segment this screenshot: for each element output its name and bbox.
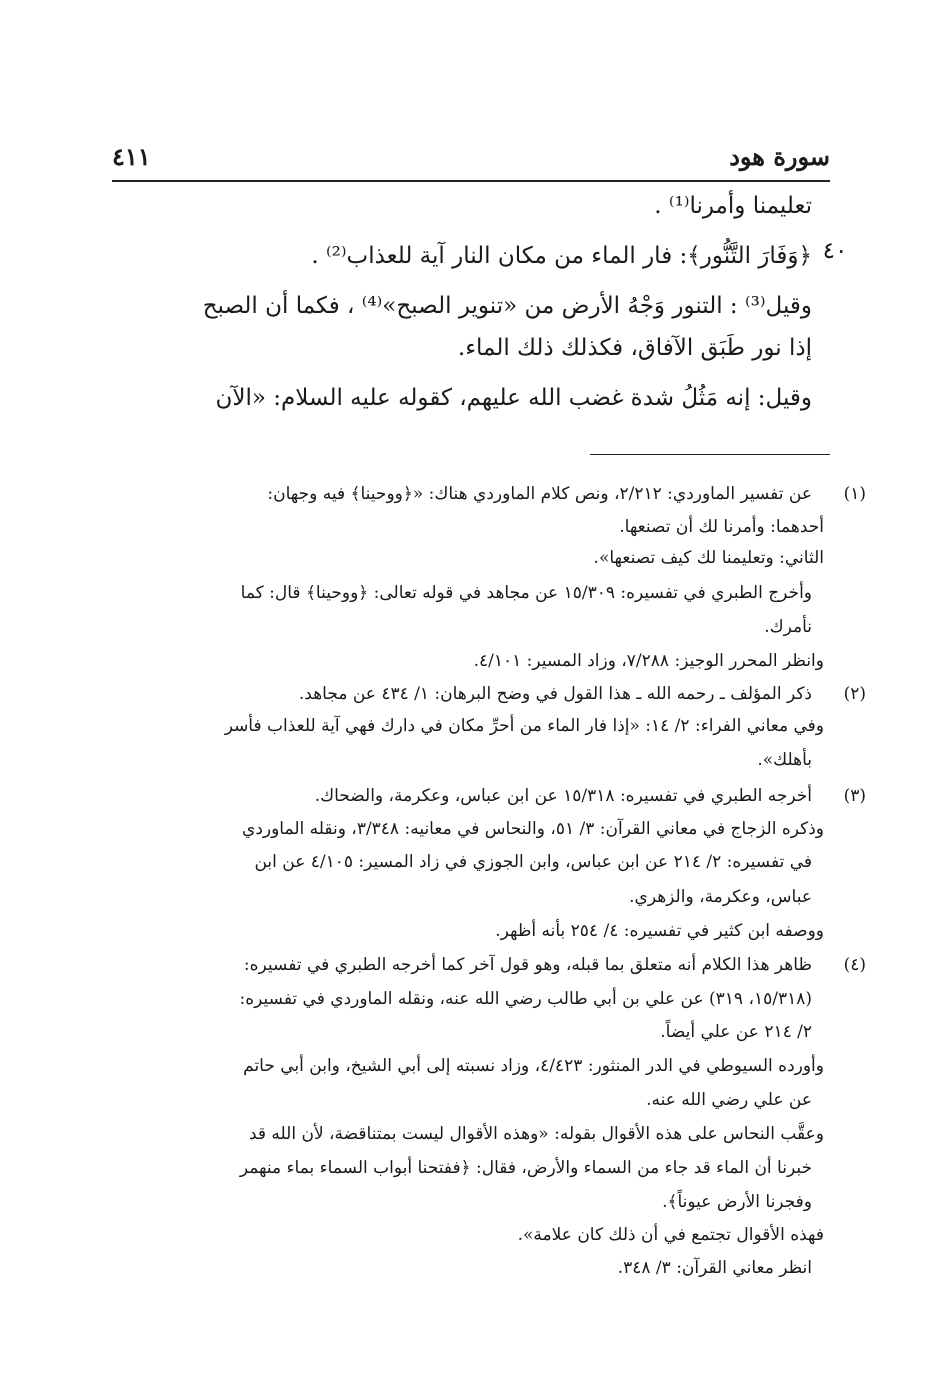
main-line: وقيل⁽³⁾ : التنور وَجْهُ الأرض من «تنوير الصبح»⁽⁴⁾ ، فكما أن الصبح [202,293,812,319]
footnote-line: خبرنا أن الماء قد جاء من السماء والأرض، فقال: ﴿ففتحنا أبواب السماء بماء منهمر [239,1158,812,1178]
footnote-line: وفجرنا الأرض عيوناً﴾. [662,1192,812,1212]
footnote-line: وذكره الزجاج في معاني القرآن: ٣/ ٥١، والنحاس في معانيه: ٣/٣٤٨، ونقله الماوردي [242,819,824,839]
footnote-line: ٢/ ٢١٤ عن علي أيضاً. [660,1022,812,1042]
footnote-line: نأمرك. [764,617,812,637]
footnote-line: ذكر المؤلف ـ رحمه الله ـ هذا القول في وضح البرهان: ١/ ٤٣٤ عن مجاهد. [298,684,812,704]
footnote-line: ووصفه ابن كثير في تفسيره: ٤/ ٢٥٤ بأنه أظهر. [495,921,824,941]
footnote-line: وانظر المحرر الوجيز: ٧/٢٨٨، وزاد المسير: ٤/١٠١. [473,651,824,671]
verse-number: ٤٠ [822,238,848,264]
footnote-line: عن علي رضي الله عنه. [646,1090,812,1110]
main-line: إذا نور طَبَق الآفاق، فكذلك ذلك الماء. [457,335,812,361]
footnote-line: أخرجه الطبري في تفسيره: ١٥/٣١٨ عن ابن عباس، وعكرمة، والضحاك. [314,786,812,806]
footnote-line: بأهلك». [757,750,812,770]
footnote-line: وأورده السيوطي في الدر المنثور: ٤/٤٢٣، وزاد نسبته إلى أبي الشيخ، وابن أبي حاتم [243,1056,824,1076]
footnote-number: (٣) [843,786,866,806]
footnote-line: ظاهر هذا الكلام أنه متعلق بما قبله، وهو قول آخر كما أخرجه الطبري في تفسيره: [243,955,812,975]
footnote-separator [590,454,830,455]
footnote-line: أحدهما: وأمرنا لك أن تصنعها. [619,517,824,537]
main-line: ﴿وَفَارَ التَّنُّور﴾: فار الماء من مكان النار آية للعذاب⁽²⁾ . [311,243,812,269]
footnote-line: انظر معاني القرآن: ٣/ ٣٤٨. [617,1258,812,1278]
footnote-line: فهذه الأقوال تجتمع في أن ذلك كان علامة». [517,1225,824,1245]
page-number: ٤١١ [112,142,151,171]
footnote-line: عباس، وعكرمة، والزهري. [629,887,812,907]
footnote-number: (١) [843,484,866,504]
sura-title: سورة هود [729,142,830,171]
footnote-line: عن تفسير الماوردي: ٢/٢١٢، ونص كلام الماوردي هناك: «﴿ووحينا﴾ فيه وجهان: [267,484,812,504]
main-line: تعليمنا وأمرنا⁽¹⁾ . [654,193,812,219]
main-line: وقيل: إنه مَثُلُ شدة غضب الله عليهم، كقوله عليه السلام: «الآن [215,385,812,411]
footnote-number: (٢) [843,684,866,704]
footnote-number: (٤) [843,955,866,975]
footnote-line: وأخرج الطبري في تفسيره: ١٥/٣٠٩ عن مجاهد في قوله تعالى: ﴿ووحينا﴾ قال: كما [240,583,812,603]
footnote-line: الثاني: وتعليمنا لك كيف تصنعها». [593,548,824,568]
footnote-line: وفي معاني الفراء: ٢/ ١٤: «إذا فار الماء من أحرِّ مكان في دارك فهي آية للعذاب فأسر [224,716,824,736]
footnote-line: وعقَّب النحاس على هذه الأقوال بقوله: «وهذه الأقوال ليست بمتناقضة، لأن الله قد [248,1124,824,1144]
footnote-line: (١٥/٣١٨، ٣١٩) عن علي بن أبي طالب رضي الله عنه، ونقله الماوردي في تفسيره: [239,989,812,1009]
footnote-line: في تفسيره: ٢/ ٢١٤ عن ابن عباس، وابن الجوزي في زاد المسير: ٤/١٠٥ عن ابن [254,852,812,872]
page-header [112,140,830,182]
